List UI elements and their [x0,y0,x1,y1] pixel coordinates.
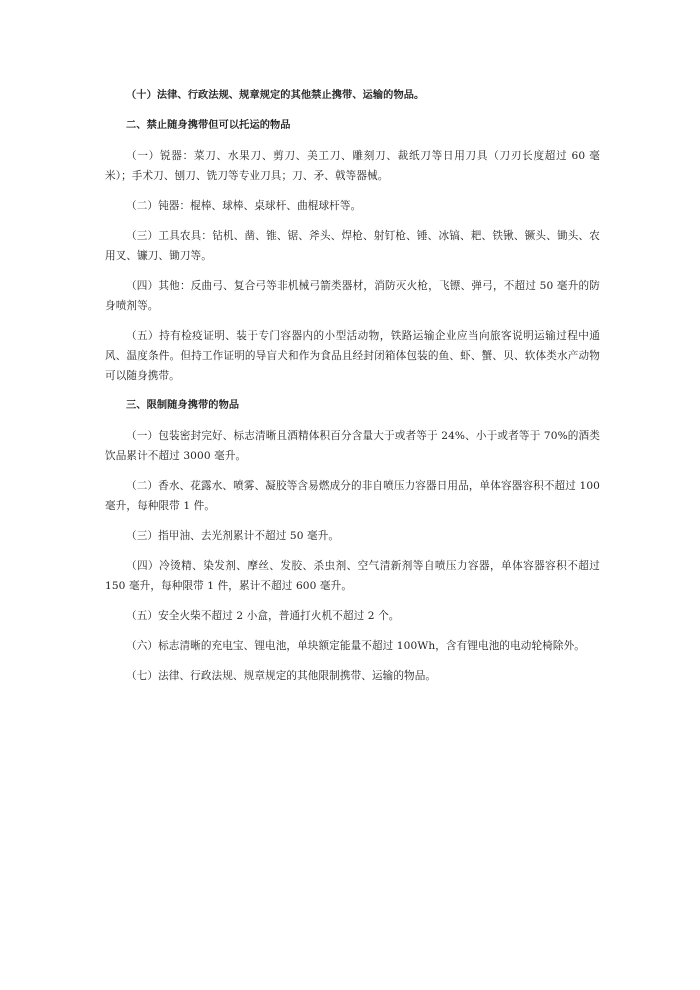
section-3-heading: 三、限制随身携带的物品 [126,400,240,411]
section-2-item-4-other: （四）其他：反曲弓、复合弓等非机械弓箭类器材，消防灭火枪，飞镖、弹弓，不超过 50 毫升的防身喷剂等。 [105,280,600,312]
section-3-item-7-other: （七）法律、行政法规、规章规定的其他限制携带、运输的物品。 [126,670,437,682]
section-3-item-3-nail-polish: （三）指甲油、去光剂累计不超过 50 毫升。 [126,530,340,542]
section-2-item-1-sharp-tools: （一）锐器：菜刀、水果刀、剪刀、美工刀、雕刻刀、裁纸刀等日用刀具（刀刃长度超过 60 毫米）；手术刀、刨刀、铣刀等专业刀具；刀、矛、戟等器械。 [105,150,600,182]
section-3-item-5-matches: （五）安全火柴不超过 2 小盒，普通打火机不超过 2 个。 [126,610,400,622]
document-body [105,86,600,696]
section-3-item-2-perfume: （二）香水、花露水、喷雾、凝胶等含易燃成分的非自喷压力容器日用品，单体容器容积不超过 100 毫升，每种限带 1 件。 [105,480,600,512]
section-2-item-3-farm-tools: （三）工具农具：钻机、凿、锥、锯、斧头、焊枪、射钉枪、锤、冰镐、耙、铁锹、镢头、锄头、农用叉、镰刀、锄刀等。 [105,230,600,262]
section-3-item-6-batteries: （六）标志清晰的充电宝、锂电池，单块额定能量不超过 100Wh，含有锂电池的电动轮椅除外。 [126,640,585,652]
section-2-item-5-animals: （五）持有检疫证明、装于专门容器内的小型活动物，铁路运输企业应当向旅客说明运输过程中通风、温度条件。但持工作证明的导盲犬和作为食品且经封闭箱体包装的鱼、虾、蟹、贝、软体类水产动物可以随身携带。 [105,330,600,382]
section-3-item-1-alcohol: （一）包装密封完好、标志清晰且酒精体积百分含量大于或者等于 24%、小于或者等于 70%的酒类饮品累计不超过 3000 毫升。 [105,430,600,462]
section-3-item-4-aerosols: （四）冷烫精、染发剂、摩丝、发胶、杀虫剂、空气清新剂等自喷压力容器，单体容器容积不超过 150 毫升，每种限带 1 件，累计不超过 600 毫升。 [105,560,600,592]
section-2-heading: 二、禁止随身携带但可以托运的物品 [126,120,291,131]
section-2-item-2-blunt-tools: （二）钝器：棍棒、球棒、桌球杆、曲棍球杆等。 [126,200,362,212]
clause-10-prohibited-other: （十）法律、行政法规、规章规定的其他禁止携带、运输的物品。 [126,90,425,101]
